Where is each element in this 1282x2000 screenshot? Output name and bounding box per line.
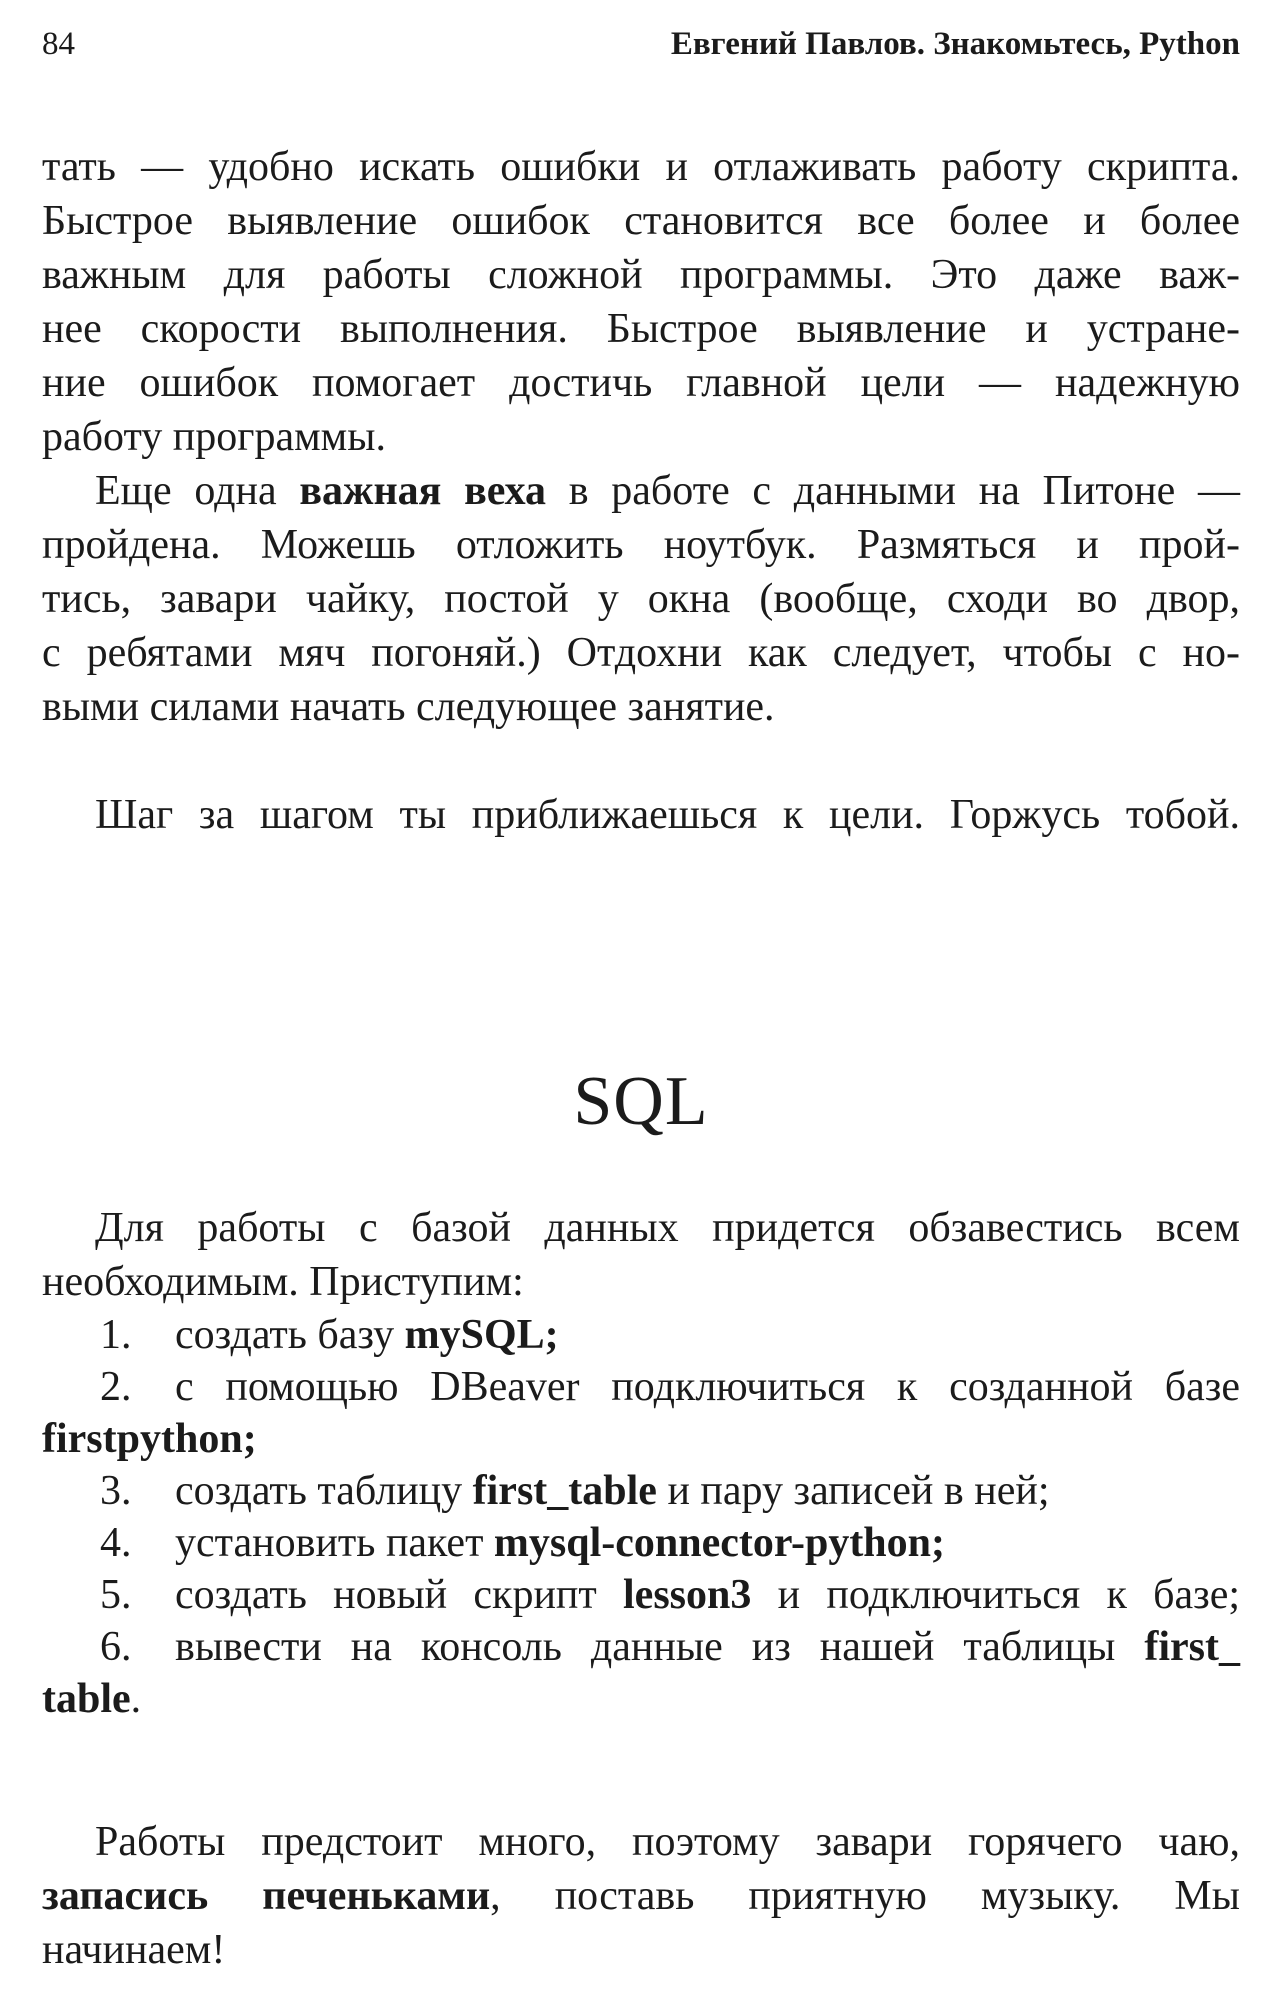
text-line bbox=[42, 302, 1240, 356]
text-line bbox=[42, 1309, 1240, 1361]
text-line bbox=[42, 1869, 1240, 1923]
text-body bbox=[42, 140, 1240, 1977]
text-run: нее скорости выполнения. Быстрое выявление и устране- bbox=[42, 306, 1240, 352]
paragraph-closing bbox=[42, 1815, 1240, 1977]
text-line bbox=[42, 626, 1240, 680]
section-heading-sql: SQL bbox=[573, 1063, 709, 1140]
paragraph-sql-intro bbox=[42, 1201, 1240, 1309]
text-line bbox=[42, 464, 1240, 518]
text-run: необходимым. Приступим: bbox=[42, 1259, 524, 1305]
text-run: установить пакет bbox=[175, 1520, 494, 1566]
list-number: 4. bbox=[100, 1520, 132, 1566]
bold-text-run: first_ bbox=[1144, 1624, 1240, 1670]
list-number: 2. bbox=[100, 1364, 132, 1410]
text-line bbox=[42, 248, 1240, 302]
text-line bbox=[42, 1815, 1240, 1869]
text-run: тись, завари чайку, постой у окна (вообще, сходи во двор, bbox=[42, 576, 1240, 622]
text-line bbox=[42, 680, 1240, 734]
text-line bbox=[42, 140, 1240, 194]
text-run: создать новый скрипт bbox=[175, 1572, 624, 1618]
text-line bbox=[42, 1255, 1240, 1309]
text-run: Шаг за шагом ты приближаешься к цели. Горжусь тобой. bbox=[95, 792, 1240, 838]
paragraph-milestone bbox=[42, 464, 1240, 734]
text-run: выми силами начать следующее занятие. bbox=[42, 684, 775, 730]
text-run: создать таблицу bbox=[175, 1468, 473, 1514]
text-line bbox=[42, 194, 1240, 248]
text-run: с помощью DBeaver подключиться к созданной базе bbox=[175, 1364, 1240, 1410]
text-line bbox=[42, 1201, 1240, 1255]
text-line bbox=[42, 1923, 1240, 1977]
text-line bbox=[42, 1673, 1240, 1725]
text-run: важным для работы сложной программы. Это даже важ- bbox=[42, 252, 1240, 298]
bold-text-run: firstpython; bbox=[42, 1416, 257, 1462]
paragraph-encouragement bbox=[42, 788, 1240, 842]
text-run: в работе с данными на Питоне — bbox=[546, 468, 1240, 514]
text-line bbox=[42, 410, 1240, 464]
text-line bbox=[42, 1569, 1240, 1621]
text-line bbox=[42, 788, 1240, 842]
bold-text-run: first_table bbox=[472, 1468, 657, 1514]
text-run: и подключиться к базе; bbox=[751, 1572, 1241, 1618]
paragraph-debugging bbox=[42, 140, 1240, 464]
text-run: создать базу bbox=[175, 1312, 405, 1358]
text-run: начинаем! bbox=[42, 1927, 226, 1973]
text-run: . bbox=[130, 1676, 142, 1722]
text-run: вывести на консоль данные из нашей таблицы bbox=[175, 1624, 1145, 1670]
list-number: 1. bbox=[100, 1312, 132, 1358]
text-line bbox=[42, 1517, 1240, 1569]
text-run: и пару записей в ней; bbox=[656, 1468, 1050, 1514]
bold-text-run: mySQL; bbox=[404, 1312, 559, 1358]
text-run: ние ошибок помогает достичь главной цели — надежную bbox=[42, 360, 1240, 406]
list-number: 5. bbox=[100, 1572, 132, 1618]
text-run: работу программы. bbox=[42, 414, 386, 460]
text-run: , поставь приятную музыку. Мы bbox=[490, 1873, 1240, 1919]
running-title: Евгений Павлов. Знакомьтесь, Python bbox=[670, 26, 1240, 62]
text-run: Еще одна bbox=[95, 468, 300, 514]
text-run: тать — удобно искать ошибки и отлаживать работу скрипта. bbox=[42, 144, 1240, 190]
text-line bbox=[42, 518, 1240, 572]
text-line bbox=[42, 572, 1240, 626]
text-run: пройдена. Можешь отложить ноутбук. Размяться и прой- bbox=[42, 522, 1240, 568]
text-line bbox=[42, 356, 1240, 410]
bold-text-run: важная веха bbox=[299, 468, 547, 514]
list-number: 6. bbox=[100, 1624, 132, 1670]
text-run: Быстрое выявление ошибок становится все более и более bbox=[42, 198, 1240, 244]
numbered-task-list bbox=[42, 1309, 1240, 1725]
page-header bbox=[42, 0, 1240, 64]
text-line bbox=[42, 1465, 1240, 1517]
text-run: Работы предстоит много, поэтому завари горячего чаю, bbox=[95, 1819, 1240, 1865]
bold-text-run: table bbox=[42, 1676, 131, 1722]
bold-text-run: запасись печеньками bbox=[42, 1873, 491, 1919]
bold-text-run: lesson3 bbox=[623, 1572, 752, 1618]
text-run: Для работы с базой данных придется обзавестись всем bbox=[95, 1205, 1240, 1251]
bold-text-run: mysql-connector-python; bbox=[493, 1520, 946, 1566]
text-line bbox=[42, 1361, 1240, 1413]
text-line bbox=[42, 1621, 1240, 1673]
text-run: с ребятами мяч погоняй.) Отдохни как следует, чтобы с но- bbox=[42, 630, 1240, 676]
list-number: 3. bbox=[100, 1468, 132, 1514]
page-number: 84 bbox=[42, 26, 75, 62]
text-line bbox=[42, 1413, 1240, 1465]
